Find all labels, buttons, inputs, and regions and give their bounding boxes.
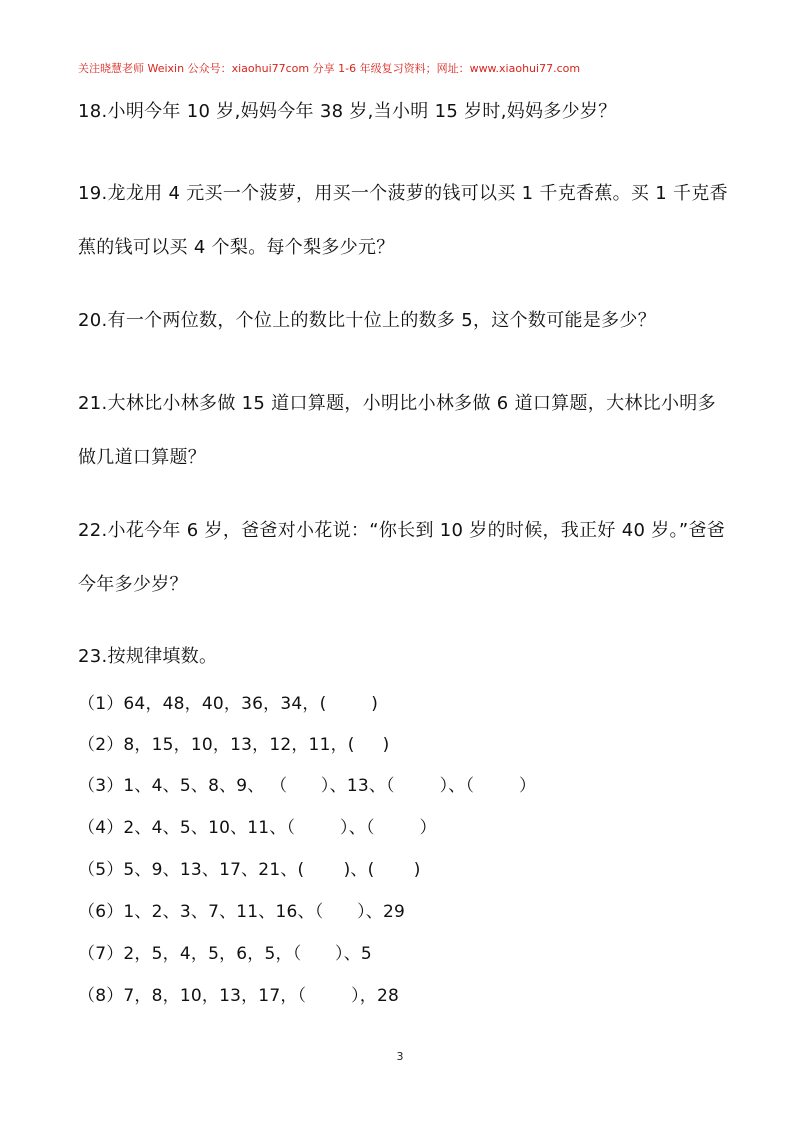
question-22: 22.小花今年 6 岁，爸爸对小花说：“你长到 10 岁的时候，我正好 40 岁。”爸爸今年多少岁？	[78, 520, 726, 595]
sequence-6: （6）1、2、3、7、11、16、（ ）、29	[78, 902, 405, 922]
sequence-4: （4）2、4、5、10、11、（ ）、（ ）	[78, 818, 437, 838]
question-18: 18.小明今年 10 岁,妈妈今年 38 岁,当小明 15 岁时,妈妈多少岁？	[78, 101, 617, 122]
question-23: 23.按规律填数。	[78, 646, 218, 667]
sequence-2: （2）8，15，10，13，12，11，( )	[78, 735, 390, 755]
sequence-3: （3）1、4、5、8、9、 （ ）、13、（ ）、（ ）	[78, 776, 537, 796]
question-19: 19.龙龙用 4 元买一个菠萝，用买一个菠萝的钱可以买 1 千克香蕉。买 1 千克香蕉的钱可以买 4 个梨。每个梨多少元？	[78, 183, 728, 258]
sequence-1: （1）64，48，40，36，34，( )	[78, 694, 379, 714]
watermark-header: 关注晓慧老师 Weixin 公众号：xiaohui77com 分享 1-6 年级复习资料；网址：www.xiaohui77.com	[78, 62, 581, 75]
sequence-5: （5）5、9、13、17、21、( )、( )	[78, 860, 421, 880]
question-21: 21.大林比小林多做 15 道口算题，小明比小林多做 6 道口算题，大林比小明多做几道口算题？	[78, 393, 716, 468]
sequence-8: （8）7，8，10，13，17，（ ），28	[78, 986, 400, 1006]
page-number: 3	[396, 1050, 404, 1063]
question-20: 20.有一个两位数，个位上的数比十位上的数多 5，这个数可能是多少？	[78, 310, 656, 331]
sequence-7: （7）2，5，4，5，6，5，（ ）、5	[78, 944, 372, 964]
